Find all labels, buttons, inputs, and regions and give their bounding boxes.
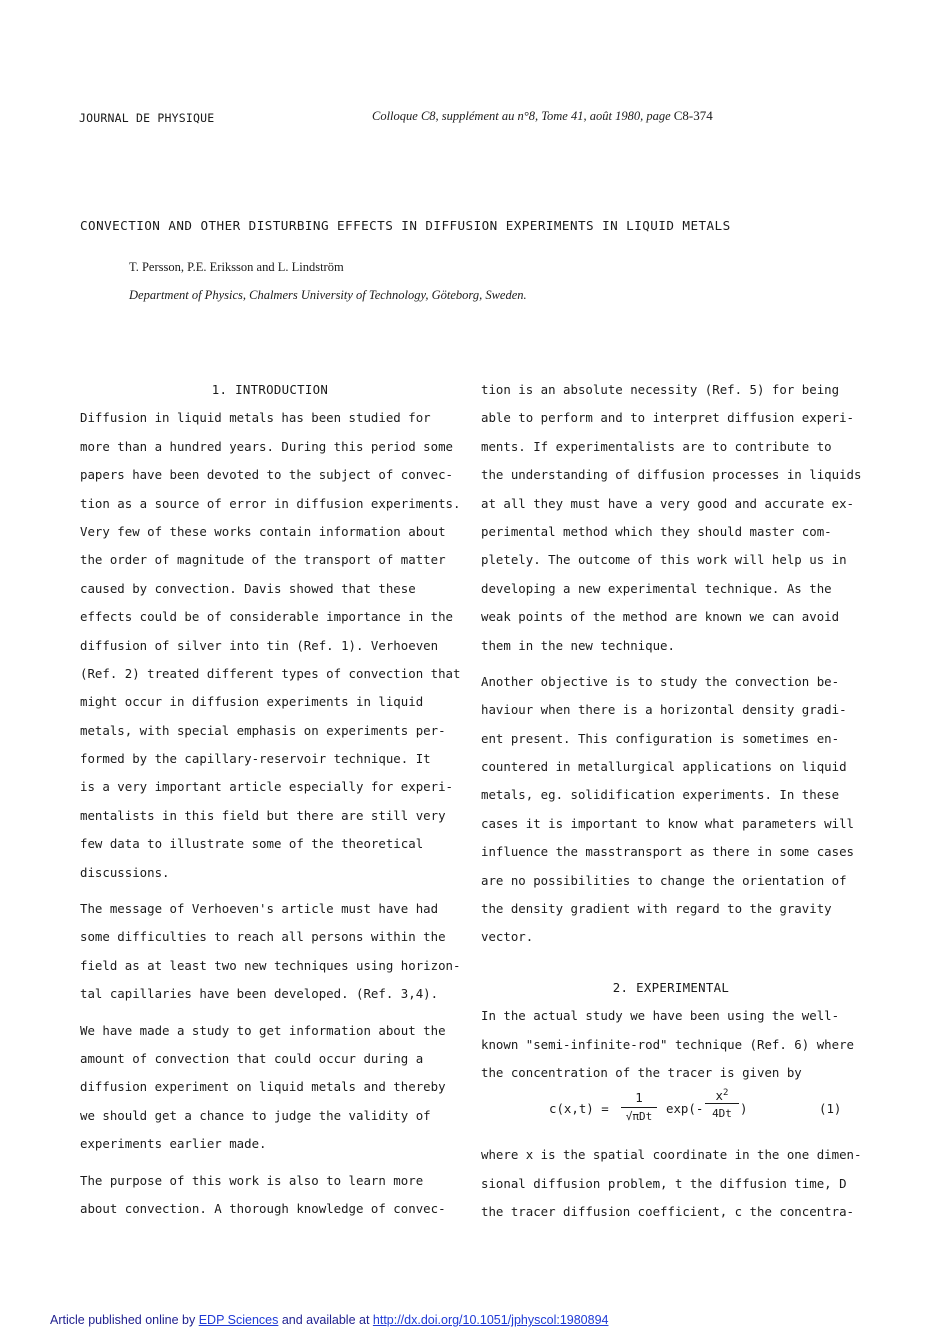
text-line: tal capillaries have been developed. (Ref. 3,4). <box>80 986 439 1002</box>
publisher-link[interactable]: EDP Sciences <box>198 1313 279 1327</box>
text-line: ent present. This configuration is sometimes en- <box>481 730 840 746</box>
text-line: the density gradient with regard to the gravity <box>481 901 832 917</box>
section-heading-introduction: 1. INTRODUCTION <box>211 382 329 397</box>
text-line: influence the masstransport as there in some cases <box>481 844 854 860</box>
exponent-denominator: 4Dt <box>712 1107 732 1121</box>
exponent-numerator <box>705 1081 739 1103</box>
right-column <box>481 376 861 1227</box>
text-line: The message of Verhoeven's article must have had <box>80 901 439 917</box>
text-line: effects could be of considerable importance in the <box>80 609 453 625</box>
exponent-variable: x <box>715 1088 724 1104</box>
text-line: papers have been devoted to the subject of convec- <box>80 467 453 483</box>
text-line: are no possibilities to change the orientation of <box>481 872 847 888</box>
paper-title: CONVECTION AND OTHER DISTURBING EFFECTS IN DIFFUSION EXPERIMENTS IN LIQUID METALS <box>80 218 731 233</box>
text-line: metals, with special emphasis on experiments per- <box>80 722 446 738</box>
exponent-power: 2 <box>723 1088 729 1099</box>
fraction-denominator: √πDt <box>625 1110 653 1124</box>
text-line: experiments earlier made. <box>80 1136 267 1152</box>
text-line: In the actual study we have been using the well- <box>481 1008 840 1024</box>
text-line: is a very important article especially for experi- <box>80 779 453 795</box>
text-line: them in the new technique. <box>481 637 675 653</box>
paragraph <box>80 895 460 1009</box>
publication-footer <box>50 1313 608 1327</box>
text-line: perimental method which they should master com- <box>481 523 832 539</box>
text-line: pletely. The outcome of this work will help us in <box>481 552 847 568</box>
text-line: countered in metallurgical applications on liquid <box>481 759 847 775</box>
text-line: Another objective is to study the convection be- <box>481 673 840 689</box>
text-line: Diffusion in liquid metals has been studied for <box>80 410 431 426</box>
text-line: The purpose of this work is also to learn more <box>80 1172 424 1188</box>
footer-middle: and available at <box>278 1313 373 1327</box>
text-line: the understanding of diffusion processes in liquids <box>481 467 862 483</box>
text-line: where x is the spatial coordinate in the one dimen- <box>481 1147 862 1163</box>
paragraph <box>481 1141 861 1226</box>
text-line: amount of convection that could occur during a <box>80 1050 424 1066</box>
text-line: diffusion experiment on liquid metals and thereby <box>80 1079 446 1095</box>
text-line: few data to illustrate some of the theoretical <box>80 836 424 852</box>
text-line: (Ref. 2) treated different types of convection that <box>80 665 461 681</box>
text-line: mentalists in this field but there are still very <box>80 807 446 823</box>
text-line: the order of magnitude of the transport of matter <box>80 552 446 568</box>
fraction-numerator: 1 <box>635 1090 643 1106</box>
text-line: discussions. <box>80 864 170 880</box>
left-column <box>80 376 460 1223</box>
text-line: cases it is important to know what parameters will <box>481 815 854 831</box>
paragraph <box>80 404 460 887</box>
equation-number: (1) <box>819 1101 842 1117</box>
journal-name: JOURNAL DE PHYSIQUE <box>79 111 215 125</box>
text-line: known "semi-infinite-rod" technique (Ref. 6) where <box>481 1036 854 1052</box>
text-line: at all they must have a very good and accurate ex- <box>481 495 854 511</box>
paragraph <box>481 1002 861 1087</box>
equation-1 <box>481 1087 861 1141</box>
text-line: some difficulties to reach all persons within the <box>80 929 446 945</box>
colloque-reference <box>372 108 713 124</box>
paragraph <box>481 668 861 952</box>
colloque-text: Colloque C8, supplément au n°8, Tome 41, août 1980, page <box>372 109 671 123</box>
text-line: We have made a study to get information about the <box>80 1022 446 1038</box>
equation-lhs: c(x,t) = <box>549 1101 609 1117</box>
text-line: diffusion of silver into tin (Ref. 1). Verhoeven <box>80 637 439 653</box>
text-line: the tracer diffusion coefficient, c the concentra- <box>481 1204 854 1220</box>
text-line: formed by the capillary-reservoir technique. It <box>80 751 431 767</box>
text-line: ments. If experimentalists are to contribute to <box>481 438 832 454</box>
text-line: Very few of these works contain information about <box>80 523 446 539</box>
doi-link[interactable]: http://dx.doi.org/10.1051/jphyscol:1980894 <box>372 1313 609 1327</box>
equation-fraction <box>621 1089 657 1126</box>
paragraph <box>80 1017 460 1159</box>
affiliation: Department of Physics, Chalmers University of Technology, Göteborg, Sweden. <box>129 288 527 302</box>
equation-exp: exp(- <box>666 1101 704 1117</box>
text-line: haviour when there is a horizontal density gradi- <box>481 702 847 718</box>
text-line: we should get a chance to judge the validity of <box>80 1107 431 1123</box>
text-line: developing a new experimental technique. As the <box>481 580 832 596</box>
footer-prefix: Article published online by <box>50 1313 199 1327</box>
authors: T. Persson, P.E. Eriksson and L. Lindström <box>129 260 344 274</box>
text-line: about convection. A thorough knowledge of convec- <box>80 1200 446 1216</box>
text-line: vector. <box>481 929 534 945</box>
section-heading-experimental: 2. EXPERIMENTAL <box>612 979 730 995</box>
text-line: caused by convection. Davis showed that these <box>80 580 416 596</box>
text-line: the concentration of the tracer is given by <box>481 1064 802 1080</box>
text-line: field as at least two new techniques using horizon- <box>80 957 461 973</box>
page-number: C8-374 <box>673 108 713 123</box>
text-line: weak points of the method are known we can avoid <box>481 609 840 625</box>
text-line: tion is an absolute necessity (Ref. 5) for being <box>481 382 840 397</box>
text-line: metals, eg. solidification experiments. In these <box>481 787 840 803</box>
paragraph <box>80 1167 460 1224</box>
text-line: more than a hundred years. During this period some <box>80 438 453 454</box>
text-line: might occur in diffusion experiments in liquid <box>80 694 424 710</box>
paragraph <box>481 376 861 660</box>
equation-close-paren: ) <box>740 1101 748 1117</box>
text-line: tion as a source of error in diffusion experiments. <box>80 495 461 511</box>
text-line: able to perform and to interpret diffusion experi- <box>481 410 854 426</box>
text-line: sional diffusion problem, t the diffusion time, D <box>481 1175 847 1191</box>
equation-exponent-fraction <box>705 1081 739 1122</box>
